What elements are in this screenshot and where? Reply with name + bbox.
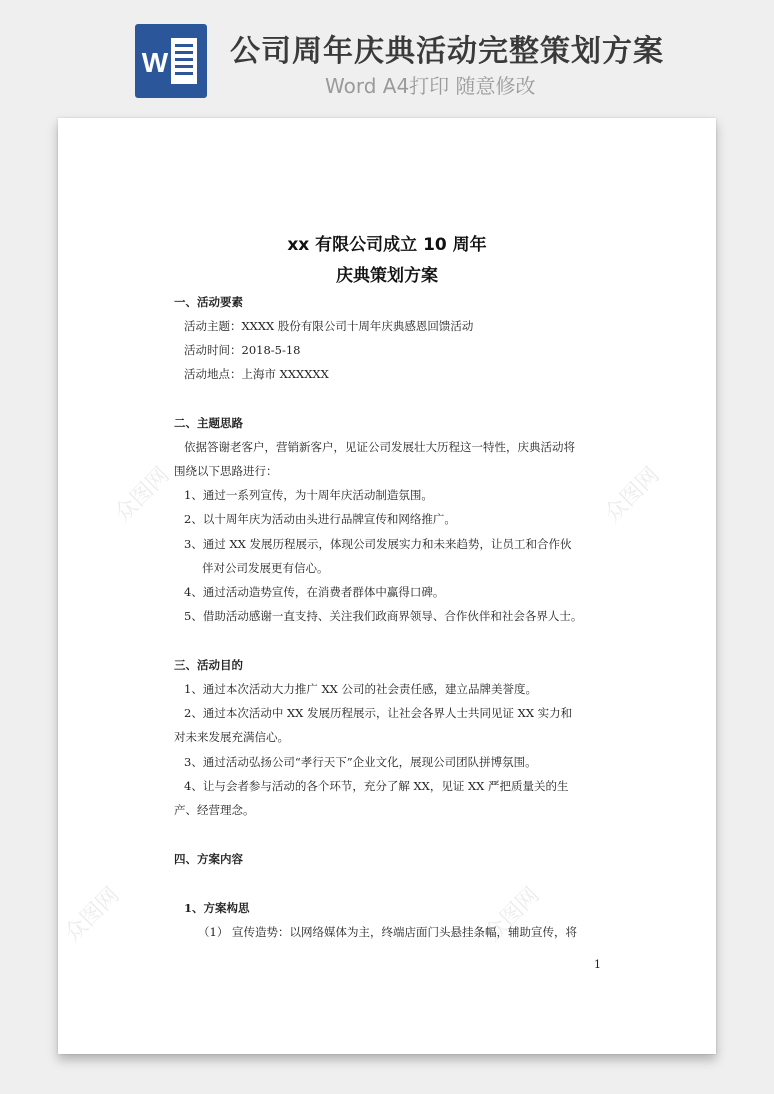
watermark: 众图网 (480, 882, 545, 948)
paragraph-line: 3、通过活动弘扬公司“孝行天下”企业文化，展现公司团队拼博氛围。 (184, 755, 537, 769)
section-heading: 三、活动目的 (174, 658, 243, 672)
paragraph-line: 2、通过本次活动中 XX 发展历程展示，让社会各界人士共同见证 XX 实力和 (184, 706, 573, 720)
header (0, 0, 774, 115)
section-heading: 1、方案构思 (184, 901, 250, 915)
page-title: 公司周年庆典活动完整策划方案 (230, 34, 664, 69)
document-page (58, 118, 716, 1054)
paragraph-line: 依据答谢老客户，营销新客户，见证公司发展壮大历程这一特性，庆典活动将 (184, 440, 575, 454)
watermark: 众图网 (60, 882, 125, 948)
paragraph-line: 1、通过一系列宣传，为十周年庆活动制造氛围。 (184, 488, 433, 502)
section-heading: 二、主题思路 (174, 416, 243, 430)
paragraph-line: 4、通过活动造势宣传，在消费者群体中赢得口碑。 (184, 585, 445, 599)
section-heading: 一、活动要素 (174, 295, 243, 309)
section-heading: 四、方案内容 (174, 852, 243, 866)
word-icon-letter: W (141, 47, 169, 78)
watermark: 众图网 (600, 462, 665, 528)
paragraph-line: 活动主题：XXXX 股份有限公司十周年庆典感恩回馈活动 (184, 319, 474, 333)
paragraph-line: 3、通过 XX 发展历程展示，体现公司发展实力和未来趋势，让员工和合作伙 (184, 537, 572, 551)
paragraph-line: 活动时间：2018-5-18 (184, 343, 301, 357)
watermark: 众图网 (110, 462, 175, 528)
paragraph-line: 伴对公司发展更有信心。 (202, 561, 329, 575)
document-title-line1: xx 有限公司成立 10 周年 (287, 235, 487, 255)
document-title-line2: 庆典策划方案 (336, 266, 438, 286)
paragraph-line: 2、以十周年庆为活动由头进行品牌宣传和网络推广。 (184, 512, 456, 526)
paragraph-line: 围绕以下思路进行： (174, 464, 278, 478)
word-icon (135, 24, 207, 98)
page-number: 1 (594, 958, 601, 971)
paragraph-line: （1） 宣传造势：以网络媒体为主，终端店面门头悬挂条幅，辅助宣传，将 (198, 925, 577, 939)
paragraph-line: 4、让与会者参与活动的各个环节，充分了解 XX，见证 XX 严把质量关的生 (184, 779, 569, 793)
paragraph-line: 对未来发展充满信心。 (174, 730, 289, 744)
paragraph-line: 产、经营理念。 (174, 803, 255, 817)
paragraph-line: 活动地点：上海市 XXXXXX (184, 367, 329, 381)
page-subtitle: Word A4打印 随意修改 (325, 74, 536, 98)
paragraph-line: 5、借助活动感谢一直支持、关注我们政商界领导、合作伙伴和社会各界人士。 (184, 609, 583, 623)
paragraph-line: 1、通过本次活动大力推广 XX 公司的社会责任感，建立品牌美誉度。 (184, 682, 537, 696)
